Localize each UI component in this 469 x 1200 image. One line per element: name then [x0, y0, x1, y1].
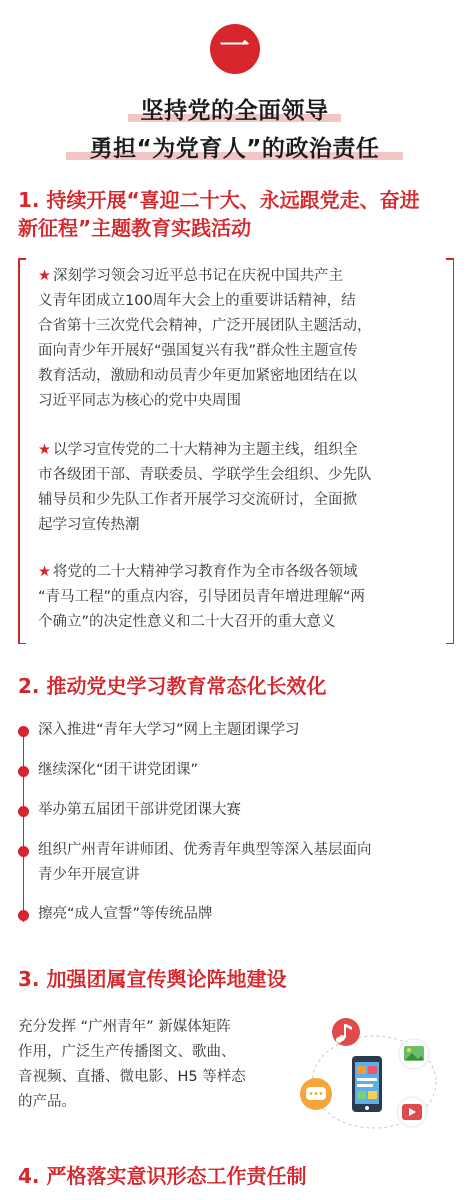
video-play-icon [397, 1097, 427, 1127]
section1-heading [18, 186, 455, 242]
timeline-item-text: 举办第五届团干部讲党团课大赛 [38, 802, 241, 818]
paragraph-line-text: 深刻学习领会习近平总书记在庆祝中国共产主 [53, 268, 343, 284]
timeline-item [18, 798, 454, 823]
timeline-item [18, 902, 454, 927]
timeline-item [18, 758, 454, 783]
bracket-bottom-left [18, 643, 26, 645]
star-icon: ★ [38, 442, 51, 458]
timeline-item-text: 继续深化“团干讲党团课” [38, 762, 199, 778]
paragraph-line: 义青年团成立100周年大会上的重要讲话精神，结 [38, 293, 356, 309]
paragraph-line: 面向青少年开展好“强国复兴有我”群众性主题宣传 [38, 343, 358, 359]
timeline-item-text: 青少年开展宣讲 [38, 867, 140, 883]
body-line: 作用，广泛生产传播图文、歌曲、 [18, 1044, 236, 1060]
star-icon: ★ [38, 564, 51, 580]
bracket-top-right [446, 258, 454, 260]
section1-bracket-box [18, 258, 454, 644]
paragraph-line: 个确立”的决定性意义和二十大召开的重大意义 [38, 614, 336, 630]
music-note-icon [332, 1018, 360, 1046]
section2-heading: 2. 推动党史学习教育常态化长效化 [18, 674, 327, 698]
image-icon [399, 1039, 429, 1069]
bracket-left [18, 258, 20, 644]
paragraph-line-text: 以学习宣传党的二十大精神为主题主线，组织全 [53, 442, 358, 458]
section1-heading-line2: 新征程”主题教育实践活动 [18, 216, 252, 240]
bracket-bottom-right [446, 643, 454, 645]
main-title-line1-text: 坚持党的全面领导 [140, 98, 329, 124]
bullet-dot-icon [18, 910, 29, 921]
paragraph-line: 辅导员和少先队工作者开展学习交流研讨，全面掀 [38, 492, 357, 508]
paragraph-line: 合省第十三次党代会精神，广泛开展团队主题活动， [38, 318, 372, 334]
media-matrix-svg [294, 1018, 454, 1138]
bullet-dot-icon [18, 766, 29, 777]
star-icon: ★ [38, 268, 51, 284]
paragraph-line [38, 264, 440, 289]
section3-body [18, 1015, 288, 1115]
timeline-item-text: 擦亮“成人宣誓”等传统品牌 [38, 906, 213, 922]
body-line: 充分发挥 “广州青年” 新媒体矩阵 [18, 1019, 231, 1035]
section1-heading-line1: 1. 持续开展“喜迎二十大、永远跟党走、奋进 [18, 188, 420, 212]
bullet-dot-icon [18, 846, 29, 857]
section4-heading: 4. 严格落实意识形态工作责任制 [18, 1164, 307, 1188]
section3-heading: 3. 加强团属宣传舆论阵地建设 [18, 967, 287, 991]
paragraph-line-text: 将党的二十大精神学习教育作为全市各级各领域 [53, 564, 358, 580]
timeline-item-text: 组织广州青年讲师团、优秀青年典型等深入基层面向 [38, 842, 372, 858]
section1-paragraph [38, 264, 440, 414]
paragraph-line: 市各级团干部、青联委员、学联学生会组织、少先队 [38, 467, 372, 483]
paragraph-line [38, 560, 440, 585]
bracket-top-left [18, 258, 26, 260]
section2-timeline [18, 718, 454, 938]
timeline-item-text: 深入推进“青年大学习”网上主题团课学习 [38, 722, 300, 738]
paragraph-line: 习近平同志为核心的党中央周围 [38, 393, 241, 409]
bracket-right [453, 258, 455, 644]
section-number-badge: 一 [210, 24, 260, 74]
paragraph-line: 起学习宣传热潮 [38, 517, 140, 533]
smartphone-icon [352, 1056, 382, 1112]
paragraph-line: 教育活动，激励和动员青少年更加紧密地团结在以 [38, 368, 357, 384]
main-title-line1 [0, 92, 469, 125]
bullet-dot-icon [18, 806, 29, 817]
bullet-dot-icon [18, 726, 29, 737]
section1-paragraph [38, 560, 440, 635]
section1-paragraph [38, 438, 440, 538]
timeline-item [18, 718, 454, 743]
body-line: 的产品。 [18, 1094, 76, 1110]
section-badge-wrap [0, 24, 469, 74]
paragraph-line [38, 438, 440, 463]
paragraph-line: “青马工程”的重点内容，引导团员青年增进理解“两 [38, 589, 366, 605]
body-line: 音视频、直播、微电影、H5 等样态 [18, 1069, 246, 1085]
timeline-item [18, 838, 454, 888]
media-matrix-illustration [294, 1018, 454, 1138]
chat-bubble-icon [300, 1078, 332, 1110]
main-title-line2-text: 勇担“为党育人”的政治责任 [89, 136, 380, 162]
